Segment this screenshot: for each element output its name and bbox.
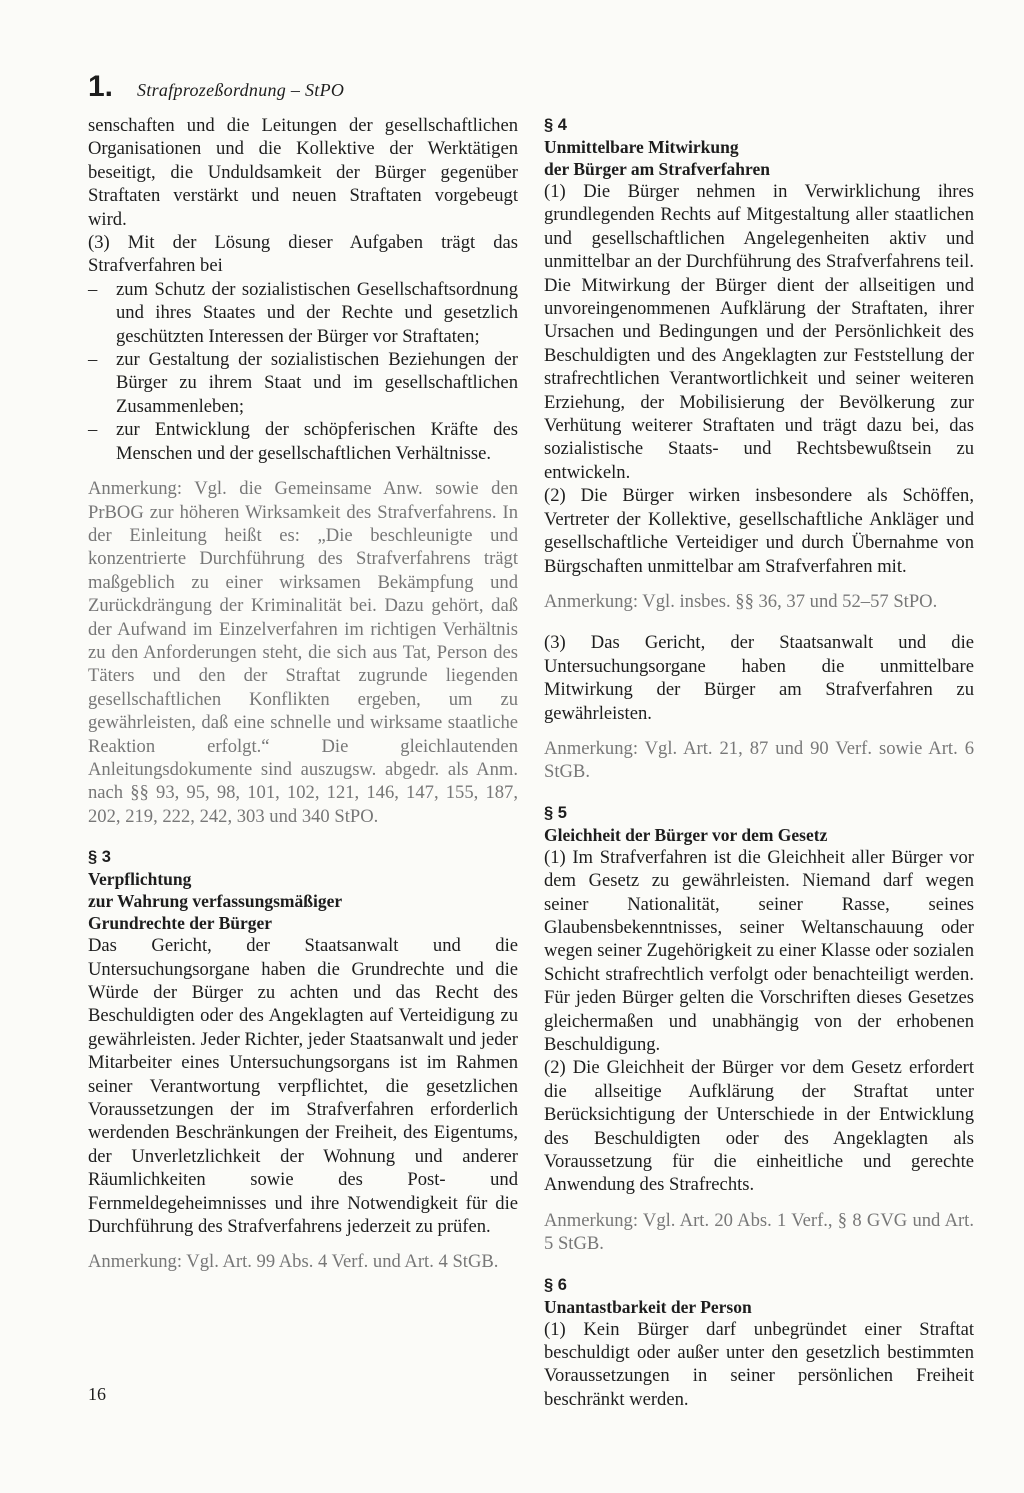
paragraph: senschaften und die Leitungen der gesellschaftlichen Organisationen und die Kollektive der Werktätigen beseitigt, die Unduldsamkeit der Bürger gegenüber Straftaten verstärkt und neuen Straftaten vorgebeugt wird. [88, 115, 518, 230]
list-item: – zum Schutz der sozialistischen Gesellschaftsordnung und ihres Staates und der Rechte und gesetzlich geschützten Interessen der Bürger vor Straftaten; [88, 278, 518, 348]
section-title: Unmittelbare Mitwirkung [544, 137, 739, 157]
annotation-note: Anmerkung: Vgl. Art. 20 Abs. 1 Verf., § 8 GVG und Art. 5 StGB. [544, 1209, 974, 1255]
paragraph: (1) Kein Bürger darf unbegründet einer Straftat beschuldigt oder außer unter den gesetzlich bestimmten Voraussetzungen in seiner persönlichen Freiheit beschränkt werden. [544, 1318, 974, 1410]
left-column [88, 114, 518, 1292]
paragraph: (2) Die Bürger wirken insbesondere als Schöffen, Vertreter der Kollektive, gesellschaftliche Ankläger und gesellschaftliche Verteidiger und durch Übernahme von Bürgschaften unmittelbar am Strafverfahren mit. [544, 485, 974, 577]
section-number: § 4 [544, 116, 567, 134]
paragraph: (3) Das Gericht, der Staatsanwalt und die Untersuchungsorgane haben die unmittelbare Mitwirkung der Bürger am Strafverfahren zu gewährleisten. [544, 632, 974, 724]
section-title: der Bürger am Strafverfahren [544, 159, 770, 179]
annotation-note: Anmerkung: Vgl. die Gemeinsame Anw. sowie den PrBOG zur höheren Wirksamkeit des Strafverfahrens. In der Einleitung heißt es: „Die beschleunigte und konzentrierte Durchführung des Strafverfahrens trägt maßgeblich zu einer wirksamen Bekämpfung und Zurückdrängung der Kriminalität bei. Dazu gehört, daß der Aufwand im Einzelverfahren im richtigen Verhältnis zu den Anforderungen steht, die sich aus Tat, Person des Täters und den der Straftat zugrunde liegenden gesellschaftlichen Konflikten ergeben, um zu gewährleisten, daß eine schnelle und wirksame staatliche Reaktion erfolgt.“ Die gleichlautenden Anleitungsdokumente sind auszugsw. abgedr. als Anm. nach §§ 93, 95, 98, 101, 102, 121, 146, 147, 155, 187, 202, 219, 222, 242, 303 und 340 StPO. [88, 478, 518, 827]
section-title: Unantastbarkeit der Person [544, 1296, 752, 1317]
section-number: § 3 [88, 848, 111, 867]
paragraph: Das Gericht, der Staatsanwalt und die Untersuchungsorgane haben die Grundrechte und die Würde der Bürger zu achten und das Recht des Beschuldigten oder des Angeklagten auf Verteidigung zu gewährleisten. Jeder Richter, jeder Staatsanwalt und jeder Mitarbeiter eines Untersuchungsorgans ist im Rahmen seiner Verantwortung verpflichtet, die gesetzlichen Voraussetzungen der im Strafverfahren erforderlich werdenden Beschränkungen der Freiheit, des Eigentums, der Unverletzlichkeit der Wohnung und anderer Räumlichkeiten sowie des Post- und Fernmeldegeheimnisses und ihre Notwendigkeit für die Durchführung des Strafverfahrens jederzeit zu prüfen. [88, 935, 518, 1238]
annotation-note: Anmerkung: Vgl. insbes. §§ 36, 37 und 52–57 StPO. [544, 590, 938, 612]
dash-list [88, 278, 518, 465]
list-item: – zur Gestaltung der sozialistischen Beziehungen der Bürger zu ihrem Staat und im gesellschaftlichen Zusammenleben; [88, 348, 518, 418]
right-column [544, 114, 974, 1411]
list-item: – zur Entwicklung der schöpferischen Kräfte des Menschen und der gesellschaftlichen Verhältnisse. [88, 418, 518, 465]
section-number: § 5 [544, 803, 567, 822]
section-title: Verpflichtung [88, 869, 192, 890]
paragraph: (1) Im Strafverfahren ist die Gleichheit aller Bürger vor dem Gesetz zu gewährleisten. Niemand darf wegen seiner Nationalität, seiner Rasse, seines Glaubensbekenntnisses, seiner Weltanschauung oder wegen seiner Zugehörigkeit zu einer Klasse oder sozialen Schicht strafrechtlich verfolgt oder benachteiligt werden. Für jeden Bürger gelten die Vorschriften dieses Gesetzes gleichermaßen und unabhängig von der erhobenen Beschuldigung. [544, 846, 974, 1055]
page-header [88, 70, 344, 110]
paragraph: (3) Mit der Lösung dieser Aufgaben trägt das Strafverfahren bei [88, 232, 518, 277]
section-title: Gleichheit der Bürger vor dem Gesetz [544, 824, 828, 845]
page-number: 16 [88, 1384, 106, 1404]
running-title: Strafprozeßordnung – StPO [137, 80, 345, 100]
paragraph: (1) Die Bürger nehmen in Verwirklichung ihres grundlegenden Rechts auf Mitgestaltung aller staatlichen und gesellschaftlichen Angelegenheiten aktiv und unmittelbar an der Durchführung des Strafverfahrens teil. Die Mitwirkung der Bürger dient der allseitigen und unvoreingenommenen Aufklärung der Straftaten, ihrer Ursachen und Bedingungen und der Persönlichkeit des Beschuldigten und des Angeklagten zur Feststellung der strafrechtlichen Verantwortlichkeit und seiner weiteren Erziehung, der Mobilisierung der Bevölkerung zur Verhütung weiterer Straftaten und trägt dazu bei, das sozialistische Staats- und Rechtsbewußtsein zu entwickeln. [544, 181, 974, 483]
section-number: § 6 [544, 1275, 567, 1294]
annotation-note: Anmerkung: Vgl. Art. 21, 87 und 90 Verf. sowie Art. 6 StGB. [544, 737, 974, 783]
chapter-number: 1. [88, 70, 114, 103]
section-title: zur Wahrung verfassungsmäßiger [88, 891, 343, 912]
paragraph: (2) Die Gleichheit der Bürger vor dem Gesetz erfordert die allseitige Aufklärung der Straftat unter Berücksichtigung der Unterschiede in der Entwicklung des Beschuldigten oder des Angeklagten als Voraussetzung für die einheitliche und gerechte Anwendung des Strafrechts. [544, 1057, 974, 1196]
annotation-note: Anmerkung: Vgl. Art. 99 Abs. 4 Verf. und Art. 4 StGB. [88, 1251, 499, 1273]
section-title: Grundrechte der Bürger [88, 913, 273, 934]
